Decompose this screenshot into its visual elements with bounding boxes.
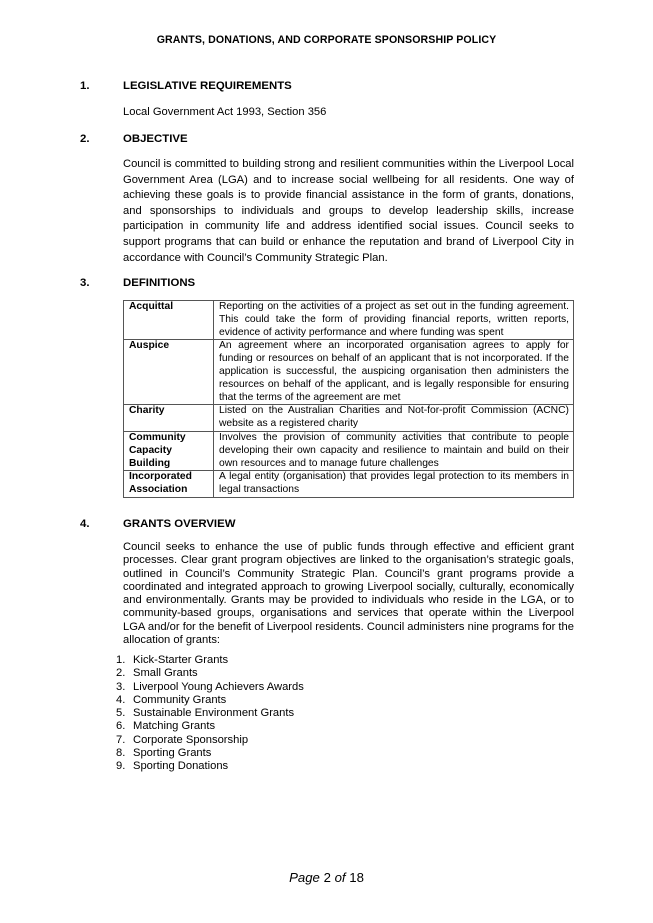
legislative-requirements-text: Local Government Act 1993, Section 356 xyxy=(123,106,327,118)
grant-programs-list xyxy=(116,654,304,774)
definitions-table xyxy=(123,300,574,498)
definition-term: Community Capacity Building xyxy=(124,431,214,470)
list-label: Small Grants xyxy=(133,667,198,680)
list-item xyxy=(116,760,304,773)
list-item xyxy=(116,667,304,680)
list-item xyxy=(116,681,304,694)
list-number: 9. xyxy=(116,760,126,773)
section-legislative-requirements xyxy=(0,80,653,96)
list-item xyxy=(116,707,304,720)
list-item xyxy=(116,654,304,667)
table-row xyxy=(124,405,574,432)
section-title: LEGISLATIVE REQUIREMENTS xyxy=(123,80,292,92)
section-number: 2. xyxy=(80,133,90,145)
section-definitions xyxy=(0,277,653,293)
list-item xyxy=(116,747,304,760)
definition-term: Incorporated Association xyxy=(124,471,214,498)
table-row xyxy=(124,340,574,405)
list-number: 8. xyxy=(116,747,126,760)
list-label: Sporting Grants xyxy=(133,747,212,760)
section-title: OBJECTIVE xyxy=(123,133,188,145)
page-number: 2 xyxy=(323,870,331,885)
list-label: Community Grants xyxy=(133,693,227,706)
page-total: 18 xyxy=(349,870,364,885)
section-heading xyxy=(0,277,653,293)
definition-text: Involves the provision of community activities that contribute to people developing their own capacity and resilience to maintain and build on their own resources and to manage future challenges xyxy=(214,431,574,470)
section-title: GRANTS OVERVIEW xyxy=(123,518,236,530)
section-heading xyxy=(0,133,653,149)
list-number: 1. xyxy=(116,654,126,666)
list-number: 5. xyxy=(116,707,126,720)
section-number: 4. xyxy=(80,518,90,530)
table-row xyxy=(124,431,574,470)
list-label: Sustainable Environment Grants xyxy=(133,707,295,720)
objective-text: Council is committed to building strong and resilient communities within the Liverpool Local Government Area (LGA) and to increase social wellbeing for all residents. One way of achieving these goals is to provide financial assistance in the form of grants, donations, and sponsorships to individuals and groups to develop leadership skills, increase participation in community life and address identified social issues. Council seeks to support programs that can build or enhance the reputation and brand of Liverpool City in accordance with Council’s Community Strategic Plan. xyxy=(123,158,574,264)
section-objective xyxy=(0,133,653,149)
page-word: Page xyxy=(289,870,320,885)
list-label: Liverpool Young Achievers Awards xyxy=(133,680,304,693)
definition-text: Listed on the Australian Charities and Not-for-profit Commission (ACNC) website as a registered charity xyxy=(214,405,574,432)
table-row xyxy=(124,471,574,498)
list-label: Sporting Donations xyxy=(133,760,229,773)
list-number: 4. xyxy=(116,693,126,706)
list-label: Corporate Sponsorship xyxy=(133,733,249,746)
list-label: Kick-Starter Grants xyxy=(133,654,229,666)
list-label: Matching Grants xyxy=(133,720,216,733)
table-row xyxy=(124,301,574,340)
definition-text: A legal entity (organisation) that provides legal protection to its members in legal transactions xyxy=(214,471,574,498)
definition-text: Reporting on the activities of a project as set out in the funding agreement. This could take the form of providing financial reports, written reports, evidence of activity performance and where funding was spent xyxy=(214,301,574,340)
list-item xyxy=(116,694,304,707)
list-number: 3. xyxy=(116,680,126,693)
definition-term: Auspice xyxy=(124,340,214,405)
section-title: DEFINITIONS xyxy=(123,277,196,289)
definition-term: Charity xyxy=(124,405,214,432)
definition-text: An agreement where an incorporated organisation agrees to apply for funding or resources on behalf of an applicant that is not incorporated. If the application is successful, the auspicing organisation then administers the resources on behalf of the applicant, and is legally responsible for ensuring that the terms of the agreement are met xyxy=(214,340,574,405)
list-item xyxy=(116,720,304,733)
section-number: 3. xyxy=(80,277,90,289)
section-heading xyxy=(0,80,653,96)
of-word: of xyxy=(334,870,346,885)
list-item xyxy=(116,734,304,747)
document-header: GRANTS, DONATIONS, AND CORPORATE SPONSORSHIP POLICY xyxy=(156,34,497,46)
section-number: 1. xyxy=(80,80,90,92)
list-number: 6. xyxy=(116,720,126,733)
definition-term: Acquittal xyxy=(124,301,214,340)
grants-overview-text: Council seeks to enhance the use of public funds through effective and efficient grant processes. Clear grant program objectives are linked to the organisation’s strategic goals, outlined in Council’s Community Strategic Plan. Council’s grant programs provide a coordinated and integrated approach to growing Liverpool socially, culturally, economically and environmentally. Grants may be provided to individuals who reside in the LGA, or to community-based groups, organisations and services that operate within the Liverpool LGA and/or for the benefit of Liverpool residents. Council administers nine programs for the allocation of grants: xyxy=(123,541,574,647)
section-heading xyxy=(0,518,653,534)
section-grants-overview xyxy=(0,518,653,534)
page-footer xyxy=(0,870,653,885)
list-number: 2. xyxy=(116,667,126,680)
list-number: 7. xyxy=(116,733,126,746)
